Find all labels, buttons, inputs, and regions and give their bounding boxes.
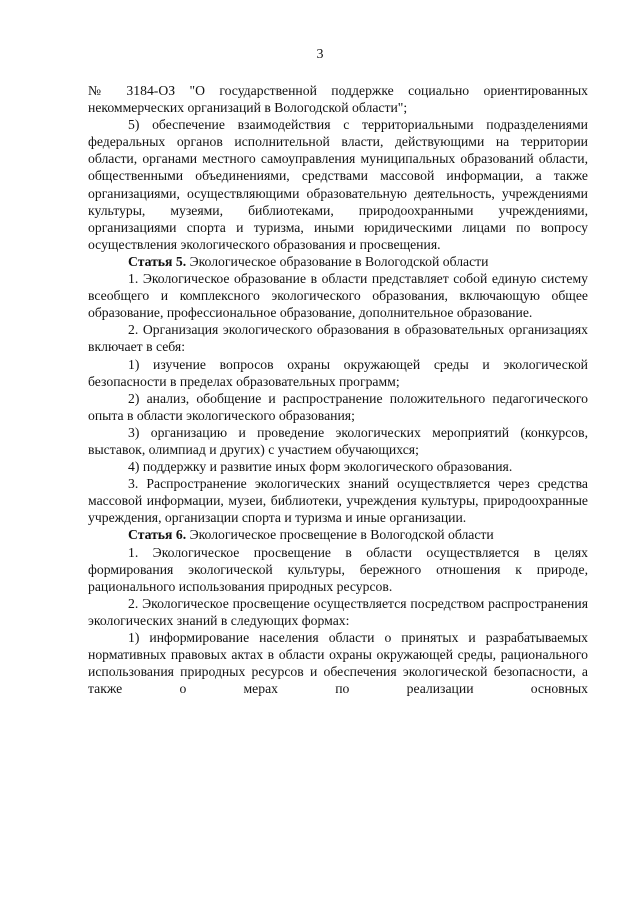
article-5-heading: [88, 253, 588, 270]
article-6-label: Статья 6.: [128, 527, 187, 543]
article-5-label: Статья 5.: [128, 253, 187, 269]
article-5-paragraph-5: 3) организацию и проведение экологических мероприятий (конкурсов, выставок, олимпиад и других) с участием обучающихся;: [88, 424, 588, 457]
article-5-paragraph-6: 4) поддержку и развитие иных форм экологического образования.: [128, 459, 513, 475]
article-5-paragraph-1: 1. Экологическое образование в области представляет собой единую систему всеобщего и комплексного экологического образования, включающую общее образование, профессиональное образование, дополнительное образование.: [88, 271, 588, 321]
article-5-paragraph-4: 2) анализ, обобщение и распространение положительного педагогического опыта в области экологического образования;: [88, 390, 588, 423]
article-6-heading: [88, 526, 588, 543]
article-5-paragraph-2: 2. Организация экологического образования в образовательных организациях включает в себя:: [88, 322, 588, 355]
page-number: 3: [316, 47, 324, 62]
article-6-title: Экологическое просвещение в Вологодской области: [189, 527, 494, 543]
document-body: [88, 82, 588, 697]
article-5-paragraph-7: 3. Распространение экологических знаний осуществляется через средства массовой информации, музеи, библиотеки, учреждения культуры, природоохранные учреждения, организации спорта и туризма и иные организации.: [88, 476, 588, 526]
article-6-paragraph-2: 2. Экологическое просвещение осуществляется посредством распространения экологических знаний в следующих формах:: [88, 595, 588, 628]
article-6-paragraph-1: 1. Экологическое просвещение в области осуществляется в целях формирования экологической культуры, бережного отношения к природе, рационального использования природных ресурсов.: [88, 544, 588, 594]
article-5-title: Экологическое образование в Вологодской области: [189, 253, 489, 269]
intro-paragraph-2: 5) обеспечение взаимодействия с территориальными подразделениями федеральных органов исполнительной власти, действующими на территории области, органами местного самоуправления муниципальных образований области, общественными объединениями, средствами массовой информации, а также организациями, осуществляющими образовательную деятельность, учреждениями культуры, музеями, библиотеками, природоохранными учреждениями, организациями спорта и туризма, иными юридическими лицами по вопросу осуществления экологического образования и просвещения.: [88, 117, 588, 252]
intro-paragraph-1: № 3184-ОЗ "О государственной поддержке социально ориентированных некоммерческих организаций в Вологодской области";: [88, 83, 588, 116]
article-5-paragraph-3: 1) изучение вопросов охраны окружающей среды и экологической безопасности в пределах образовательных программ;: [88, 356, 588, 389]
article-6-paragraph-3: 1) информирование населения области о принятых и разрабатываемых нормативных правовых актах в области охраны окружающей среды, рационального использования природных ресурсов и обеспечения экологической безопасности, а также о мерах по реализации основных: [88, 630, 588, 697]
